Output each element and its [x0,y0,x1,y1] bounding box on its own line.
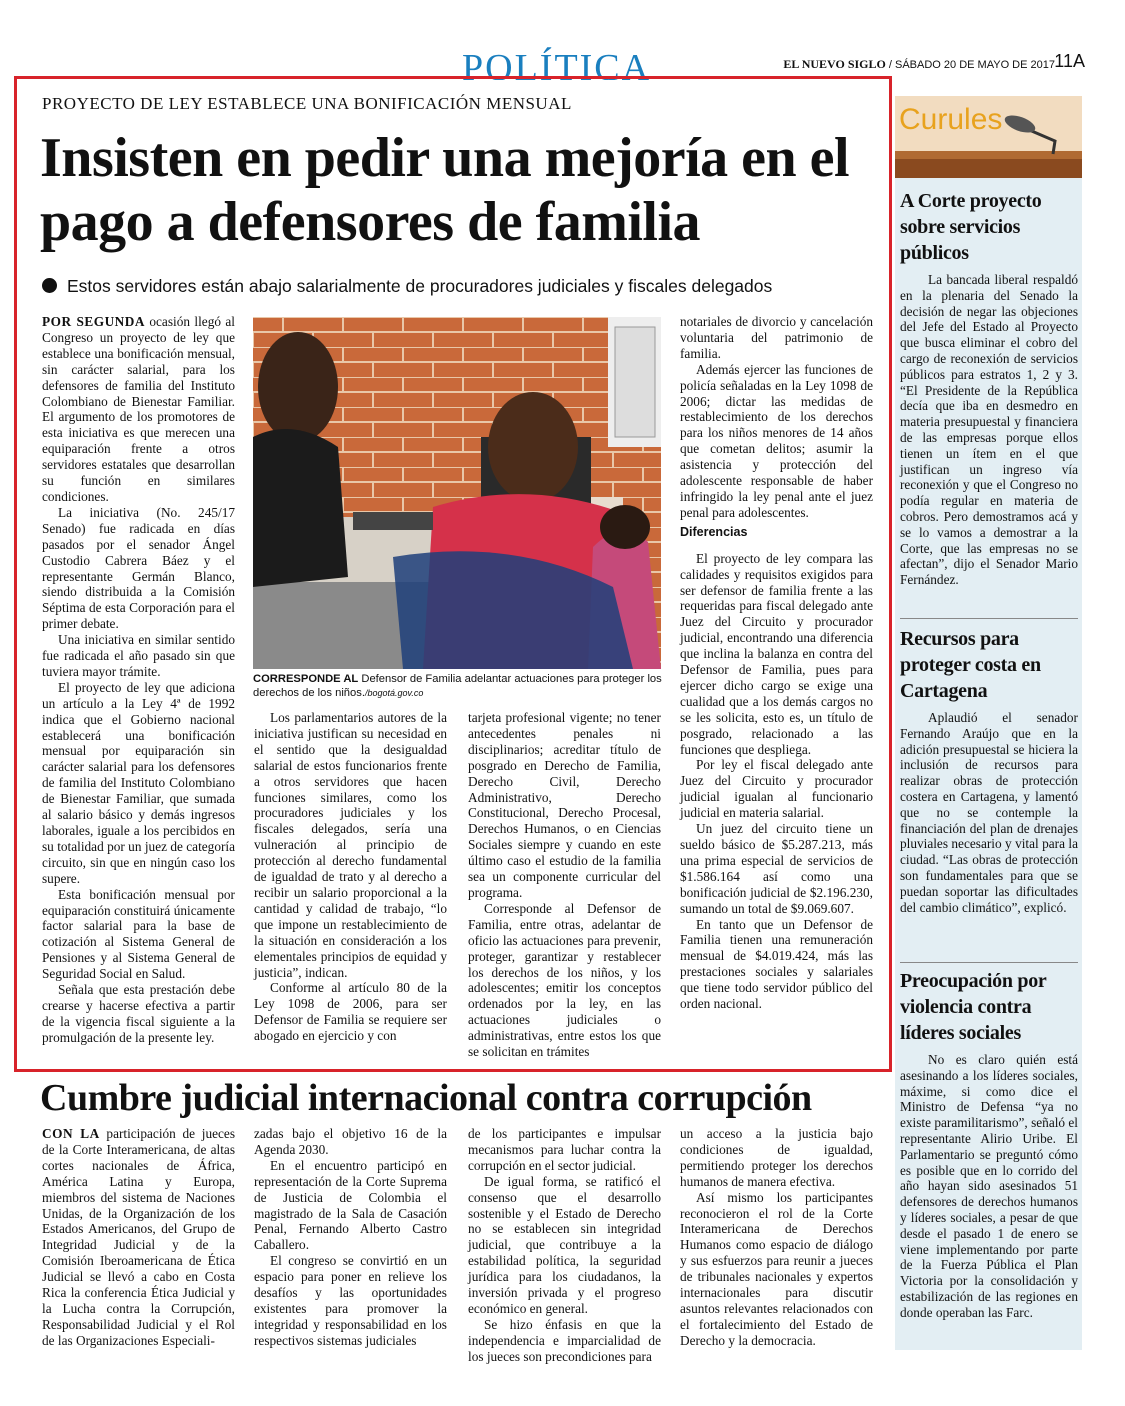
article2-column-1 [42,1126,235,1349]
sidebar-item-headline: Recursos para proteger costa en Cartagena [900,628,1041,702]
paragraph: Además ejercer las funciones de policía señaladas en la Ley 1098 de 2006; dictar las medidas de restablecimiento de los derechos para los niños menores de 14 años que cometan delitos; asumir la asistencia y protección del adolescente responsable de haber infringido la ley penal ante el juez penal para adolescentes. [680,361,873,520]
sidebar-item-body: La bancada liberal respaldó en la plenaria del Senado la decisión de negar las objeciones del Jefe del Estado al Proyecto que busca eliminar el cobro del cargo de reconexión de servicios públicos para estratos 1, 2 y 3. “El Presidente de la República decía que iba en desmedro en materia presupuestal y financiera de las empresas porque ellos tienen un ítem en el que justifican un ingreso vía reconexión y que el Congreso no podía regular en materia de cobros. Pero demostramos acá y se lo vamos a demostrar a la Corte, que las empresas no se afectan”, dijo el Senador Mario Fernández. [900,272,1078,588]
paragraph: Esta bonificación mensual por equiparación constituirá únicamente factor salarial para la base de cotización al Sistema General de Pensiones y al Sistema General de Seguridad Social en Salud. [42,886,235,982]
deck-text: Estos servidores están abajo salarialmente de procuradores judiciales y fiscales delegados [67,276,773,296]
article-photo [253,317,661,669]
paragraph: Se hizo énfasis en que la independencia e imparcialidad de los jueces son precondiciones para [468,1316,661,1364]
photo-credit: /bogotá.gov.co [364,688,424,698]
paragraph: El congreso se convirtió en un espacio para poner en relieve los desafíos y las oportunidades existentes para promover la integridad y responsabilidad en los respectivos sistemas judiciales [254,1253,447,1348]
paragraph: Un juez del circuito tiene un sueldo básico de $5.287.213, más una prima especial de servicios de $1.586.164 así como una bonificación judicial de $2.196.230, sumando un total de $9.069.607. [680,821,873,916]
article2-column-4 [680,1126,873,1349]
article-kicker: PROYECTO DE LEY ESTABLECE UNA BONIFICACIÓN MENSUAL [42,94,572,113]
divider [900,618,1078,619]
paragraph: tarjeta profesional vigente; no tener antecedentes penales ni disciplinarios; acreditar título de posgrado en Derecho de Familia, Derecho Civil, Derecho Administrativo, Derecho Constitucional, Derecho Procesal, Derechos Humanos, o en Ciencias Sociales siempre y cuando en este último caso el estudio de la familia sea un componente curricular del programa. [468,710,661,900]
paragraph: Los parlamentarios autores de la iniciativa justifican su necesidad en el sentido que la desigualdad salarial de estos funcionarios frente a otros servidores que hacen funciones similares, como los procuradores judiciales y los fiscales delegados, sería una vulneración al principio de protección al derecho fundamental de igualdad de trato y al derecho a recibir un salario proporcional a la cantidad y calidad de trabajo, “lo que impone un restablecimiento de la situación en consideración a los elementales principios de equidad y justicia”, indican. [254,710,447,980]
sidebar-item-headline: Preocupación por violencia contra líderes sociales [900,970,1047,1044]
article2-headline: Cumbre judicial internacional contra corrupción [40,1077,812,1119]
page-number: 11A [1054,51,1085,71]
paragraph: Conforme al artículo 80 de la Ley 1098 de 2006, para ser Defensor de Familia se requiere ser abogado en ejercicio y con [254,980,447,1044]
paragraph: La iniciativa (No. 245/17 Senado) fue radicada en días pasados por el senador Ángel Custodio Cabrera Báez y el representante Germán Blanco, siendo distribuida a la Comisión Séptima de esta Corporación para el primer debate. [42,504,235,632]
paragraph: Así mismo los participantes reconocieron el rol de la Corte Interamericana de Derechos Humanos como espacio de diálogo y sus esfuerzos para reunir a jueces de tribunales nacionales y expertos internacionales para discutir asuntos relevantes relacionados con el fortalecimiento del Estado de Derecho y la democracia. [680,1189,873,1348]
sidebar-item-headline: A Corte proyecto sobre servicios públicos [900,190,1042,264]
subheading: Diferencias [680,524,748,539]
sidebar-item-body: No es claro quién está asesinando a los líderes sociales, máxime, si como dice el Ministro de Defensa “ya no existe paramilitarismo”, señaló el representante Alirio Uribe. El Parlamentario se preguntó cómo es posible que en lo corrido del año hayan sido asesinados 51 defensores de derechos humanos y líderes sociales, a pesar de que desde el pasado 1 de enero se viene implementando por parte de la Fuerza Pública el Plan Victoria por la consolidación y estabilización de las regiones en donde operaban las Farc. [900,1052,1078,1320]
paragraph: un acceso a la justicia bajo condiciones de igualdad, permitiendo proteger los derechos humanos de manera efectiva. [680,1126,873,1189]
paragraph: El proyecto de ley compara las calidades y requisitos exigidos para ser defensor de familia frente a las requeridas para fiscal delegado ante Juez del Circuito y procurador judicial, encontrando una diferencia que inclina la balanza en contra del Defensor de Familia, pues para ejercer dicho cargo se exige una cualidad que a los demás cargos no se les solicita, esto es, un título de posgrado, relacionado a las funciones que despliega. [680,550,873,757]
article-headline: Insisten en pedir una mejoría en el pago a defensores de familia [40,127,850,253]
lead-byline: POR SEGUNDA [42,314,145,329]
sidebar-title: Curules [899,103,1003,136]
divider [900,962,1078,963]
paragraph: Por ley el fiscal delegado ante Juez del Circuito y procurador judicial igualan al funcionario judicial en materia salarial. [680,757,873,821]
issue-date: / SÁBADO 20 DE MAYO DE 2017 [885,59,1055,71]
paragraph: Corresponde al Defensor de Familia, entre otras, adelantar de oficio las actuaciones para prevenir, proteger, garantizar y restablecer los derechos de los niños, y los adolescentes; emitir los conceptos ordenados por la ley, en las actuaciones judiciales o administrativas, entre estos los que se solicitan en trámites [468,900,661,1060]
paragraph: CON LA participación de jueces de la Corte Interamericana, de altas cortes nacionales de África, América Latina y Europa, miembros del sistema de Naciones Unidas, de la Organización de los Estados Americanos, del Grupo de Integridad Judicial y de la Comisión Iberoamericana de Ética Judicial se llevó a cabo en Costa Rica la conferencia Ética Judicial y la Lucha contra la Corrupción, Responsabilidad Judicial y el Rol de las Organizaciones Especiali- [42,1126,235,1348]
caption-lead: CORRESPONDE AL [253,673,359,685]
masthead [783,57,1055,72]
section-title: POLÍTICA [462,47,652,80]
paragraph: zadas bajo el objetivo 16 de la Agenda 2030. [254,1126,447,1157]
article-deck [42,276,772,297]
lead-byline: CON LA [42,1126,100,1141]
article2-column-3 [468,1126,661,1365]
sidebar-item [900,626,1078,915]
paragraph: De igual forma, se ratificó el consenso que el desarrollo sostenible y el Estado de Derecho no se establecen sin integridad judicial, que contribuye a la estabilidad política, la seguridad jurídica para los ciudadanos, la inversión privada y el progreso económico en general. [468,1173,661,1316]
paragraph: notariales de divorcio y cancelación voluntaria del patrimonio de familia. [680,314,873,361]
article-column-2 [254,710,447,1044]
paragraph: POR SEGUNDA ocasión llegó al Congreso un proyecto de ley que establece una bonificación mensual, sin carácter salarial, para los defensores de familia del Instituto Colombiano de Bienestar Familiar. El argumento de los promotores de esta iniciativa es que merecen una equiparación frente a otros servidores estatales que desarrollan su función en similares condiciones. [42,314,235,504]
paragraph: Señala que esta prestación debe crearse y hacerse efectiva a partir de la vigencia fiscal siguiente a la promulgación de la presente ley. [42,982,235,1045]
bullet-icon [42,278,57,293]
paragraph: El proyecto de ley que adiciona un artículo a la Ley 4ª de 1992 indica que el Gobierno nacional establecerá una bonificación mensual por equiparación sin carácter salarial para los defensores de familia del Instituto Colombiano de Bienestar Familiar, que sumada al salario básico y demás ingresos laborales, iguale a los percibidos en su totalidad por un juez de categoría circuito, sin que en ningún caso los supere. [42,679,235,886]
paragraph: En el encuentro participó en representación de la Corte Suprema de Justicia de Colombia el magistrado de la Sala de Casación Penal, Fernando Alberto Castro Caballero. [254,1157,447,1253]
photo-caption: CORRESPONDE AL Defensor de Familia adelantar actuaciones para proteger los derechos de los niños./bogotá.gov.co [253,673,662,699]
article2-column-2 [254,1126,447,1349]
sidebar-item-body: Aplaudió el senador Fernando Araújo que en la adición presupuestal se hiciera la inclusión de recursos para realizar obras de protección costera en Cartagena, y lamentó que no se contemple la financiación del plan de drenajes pluviales necesario y vital para la ciudad. “Las obras de protección son fundamentales para que se puedan soportar las dificultades del cambio climático”, explicó. [900,710,1078,915]
article-column-3 [468,710,661,1060]
paragraph: En tanto que un Defensor de Familia tienen una remuneración mensual de $4.019.424, más las prestaciones sociales y salariales que tiene todo servidor público del orden nacional. [680,916,873,1012]
sidebar-item [900,968,1078,1321]
article-column-4 [680,314,873,1012]
article-column-1 [42,314,235,1046]
paragraph: de los participantes e impulsar mecanismos para luchar contra la corrupción en el sector judicial. [468,1126,661,1173]
office-scene-image [253,317,661,669]
paragraph: Una iniciativa en similar sentido fue radicada el año pasado sin que tuviera mayor trámite. [42,632,235,679]
sidebar-item [900,188,1078,588]
paper-name: EL NUEVO SIGLO [783,57,886,71]
